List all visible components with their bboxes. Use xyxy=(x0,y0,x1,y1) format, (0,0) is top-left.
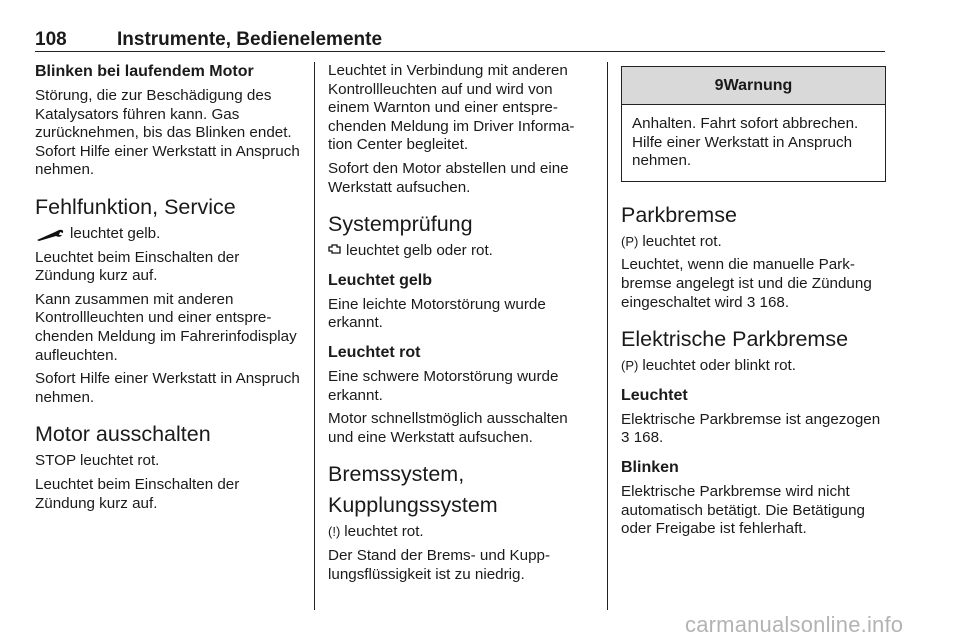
parking-brake-icon: (P) xyxy=(621,233,639,249)
watermark: carmanualsonline.info xyxy=(685,612,904,637)
paragraph: Motor schnellstmöglich ausschalten und eine Werkstatt aufsuchen. xyxy=(328,410,568,446)
lamp-line xyxy=(35,225,300,244)
heading-fehlfunktion: Fehlfunktion, Service xyxy=(35,194,236,219)
warning-header xyxy=(622,67,885,105)
engine-icon xyxy=(328,242,342,261)
running-title: Instrumente, Bedienelemente xyxy=(117,29,383,50)
column-2 xyxy=(328,62,593,589)
lamp-text: leuchtet gelb. xyxy=(70,224,161,242)
stop-line: STOP leuchtet rot. xyxy=(35,452,160,470)
heading-parkbremse: Parkbremse xyxy=(621,202,737,227)
paragraph: Sofort Hilfe einer Werkstatt in Anspruch nehmen. xyxy=(35,370,300,406)
paragraph: Elektrische Parkbremse wird nicht automatisch betätigt. Die Betätigung oder Freigabe ist fehlerhaft. xyxy=(621,482,865,538)
page-header xyxy=(35,29,885,52)
lamp-text: leuchtet gelb oder rot. xyxy=(346,242,493,260)
lamp-line xyxy=(328,242,593,261)
lamp-line xyxy=(328,523,593,542)
heading-kupplungssystem: Kupplungssystem xyxy=(328,493,498,518)
warning-triangle-icon: 9 xyxy=(714,77,724,94)
heading-blinken-motor: Blinken bei laufendem Motor xyxy=(35,63,254,80)
page-ref[interactable]: 168. xyxy=(759,293,790,311)
heading-systempruefung: Systemprüfung xyxy=(328,212,473,237)
column-divider xyxy=(607,62,608,610)
lamp-text: leuchtet rot. xyxy=(344,523,424,541)
warning-text: Anhalten. Fahrt sofort abbrechen. Hilfe einer Werkstatt in Anspruch nehmen. xyxy=(632,115,859,170)
paragraph xyxy=(621,411,886,448)
lamp-line xyxy=(621,357,886,376)
paragraph: Leuchtet beim Einschalten der Zündung kurz auf. xyxy=(35,475,240,512)
paragraph-text: Elektrische Parkbremse ist angezogen xyxy=(621,410,881,428)
brake-warning-icon: (!) xyxy=(328,524,341,540)
page-number: 108 xyxy=(35,29,67,50)
paragraph-text: Leuchtet, wenn die manuelle Parkbremse angelegt ist und die Zündung eingeschaltet wird xyxy=(621,256,872,311)
heading-bremssystem: Bremssystem, xyxy=(328,462,465,487)
wrench-icon xyxy=(35,228,65,240)
column-divider xyxy=(314,62,315,610)
paragraph: Leuchtet beim Einschalten der Zündung kurz auf. xyxy=(35,248,240,285)
lamp-text: leuchtet oder blinkt rot. xyxy=(642,357,796,375)
paragraph: Kann zusammen mit anderen Kontrollleuchten und einer entsprechenden Meldung im Fahrerinfodisplay aufleuchten. xyxy=(35,290,297,364)
paragraph: Eine schwere Motorstörung wurde erkannt. xyxy=(328,367,559,404)
paragraph: Der Stand der Brems- und Kupplungsflüssigkeit ist zu niedrig. xyxy=(328,546,551,583)
warning-title: Warnung xyxy=(723,77,793,94)
warning-box xyxy=(621,66,886,182)
page-ref[interactable]: 168. xyxy=(633,429,664,447)
column-1 xyxy=(35,62,300,518)
paragraph: Sofort den Motor abstellen und eine Werkstatt aufsuchen. xyxy=(328,159,569,196)
paragraph: Eine leichte Motorstörung wurde erkannt. xyxy=(328,295,546,332)
heading-leuchtet: Leuchtet xyxy=(621,386,688,404)
page-ref-icon: 3 xyxy=(746,293,756,311)
column-3 xyxy=(621,62,886,544)
paragraph: Störung, die zur Beschädigung des Katalysators führen kann. Gas zurücknehmen, bis das Blinken endet. Sofort Hilfe einer Werkstatt in Anspruch nehmen. xyxy=(35,87,300,179)
heading-elektrische-parkbremse: Elektrische Parkbremse xyxy=(621,327,849,352)
paragraph: Leuchtet in Verbindung mit anderen Kontrollleuchten auf und wird von einem Warnton und einer entsprechenden Meldung im Driver Information Center begleitet. xyxy=(328,62,575,154)
heading-leuchtet-rot: Leuchtet rot xyxy=(328,343,421,361)
lamp-line xyxy=(621,233,886,252)
heading-leuchtet-gelb: Leuchtet gelb xyxy=(328,271,433,289)
lamp-text: leuchtet rot. xyxy=(642,232,722,250)
paragraph xyxy=(621,256,886,312)
heading-blinken: Blinken xyxy=(621,458,679,476)
page-ref-icon: 3 xyxy=(621,429,630,447)
heading-motor-ausschalten: Motor ausschalten xyxy=(35,422,211,447)
electric-parking-brake-icon: (P) xyxy=(621,358,639,374)
